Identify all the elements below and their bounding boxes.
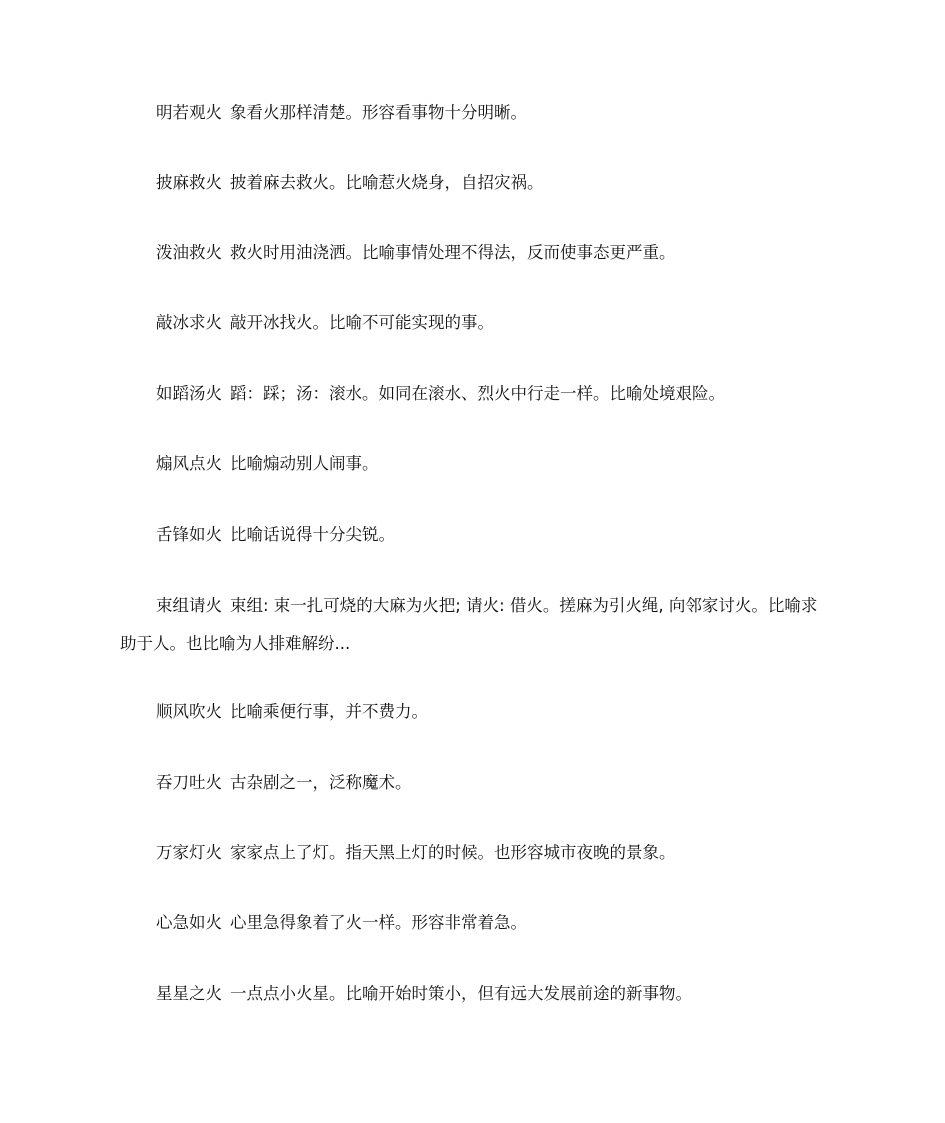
idiom-term: 束组请火 [156, 596, 222, 615]
idiom-definition: 一点点小火星。比喻开始时策小，但有远大发展前途的新事物。 [230, 984, 692, 1003]
idiom-term: 吞刀吐火 [156, 773, 222, 792]
idiom-definition: 比喻乘便行事，并不费力。 [230, 702, 428, 721]
idiom-definition: 古杂剧之一，泛称魔术。 [230, 773, 412, 792]
idiom-definition: 家家点上了灯。指天黑上灯的时候。也形容城市夜晚的景象。 [230, 843, 676, 862]
idiom-term: 舌锋如火 [156, 525, 222, 544]
idiom-entry [120, 164, 830, 202]
idiom-term: 顺风吹火 [156, 702, 222, 721]
idiom-definition: 比喻话说得十分尖锐。 [230, 525, 395, 544]
idiom-entry [120, 834, 830, 872]
idiom-entry [120, 234, 830, 272]
idiom-definition: 救火时用油浇洒。比喻事情处理不得法，反而使事态更严重。 [230, 243, 676, 262]
idiom-term: 泼油救火 [156, 243, 222, 262]
idiom-definition: 披着麻去救火。比喻惹火烧身，自招灾祸。 [230, 173, 544, 192]
idiom-term: 披麻救火 [156, 173, 222, 192]
idiom-entry [120, 904, 830, 942]
idiom-entry [120, 375, 830, 413]
idiom-term: 心急如火 [156, 913, 222, 932]
idiom-entry [120, 304, 830, 342]
idiom-definition: 比喻煽动别人闹事。 [230, 454, 379, 473]
idiom-term: 星星之火 [156, 984, 222, 1003]
idiom-entry [120, 693, 830, 731]
idiom-term: 如蹈汤火 [156, 384, 222, 403]
idiom-entry [120, 445, 830, 483]
idiom-term: 煽风点火 [156, 454, 222, 473]
idiom-entry [120, 516, 830, 554]
idiom-definition: 象看火那样清楚。形容看事物十分明晰。 [230, 103, 527, 122]
idiom-definition: 束组: 束一扎可烧的大麻为火把; 请火: 借火。搓麻为引火绳, 向邻家讨火。比喻求助于人。也比喻为人排难解纷... [120, 596, 818, 653]
idiom-term: 明若观火 [156, 103, 222, 122]
idiom-entry [120, 587, 830, 663]
idiom-term: 敲冰求火 [156, 313, 222, 332]
idiom-term: 万家灯火 [156, 843, 222, 862]
idiom-entry [120, 764, 830, 802]
idiom-definition: 心里急得象着了火一样。形容非常着急。 [230, 913, 527, 932]
idiom-entry [120, 94, 830, 132]
idiom-entry [120, 975, 830, 1013]
idiom-definition: 蹈：踩；汤：滚水。如同在滚水、烈火中行走一样。比喻处境艰险。 [230, 384, 725, 403]
idiom-definition: 敲开冰找火。比喻不可能实现的事。 [230, 313, 494, 332]
